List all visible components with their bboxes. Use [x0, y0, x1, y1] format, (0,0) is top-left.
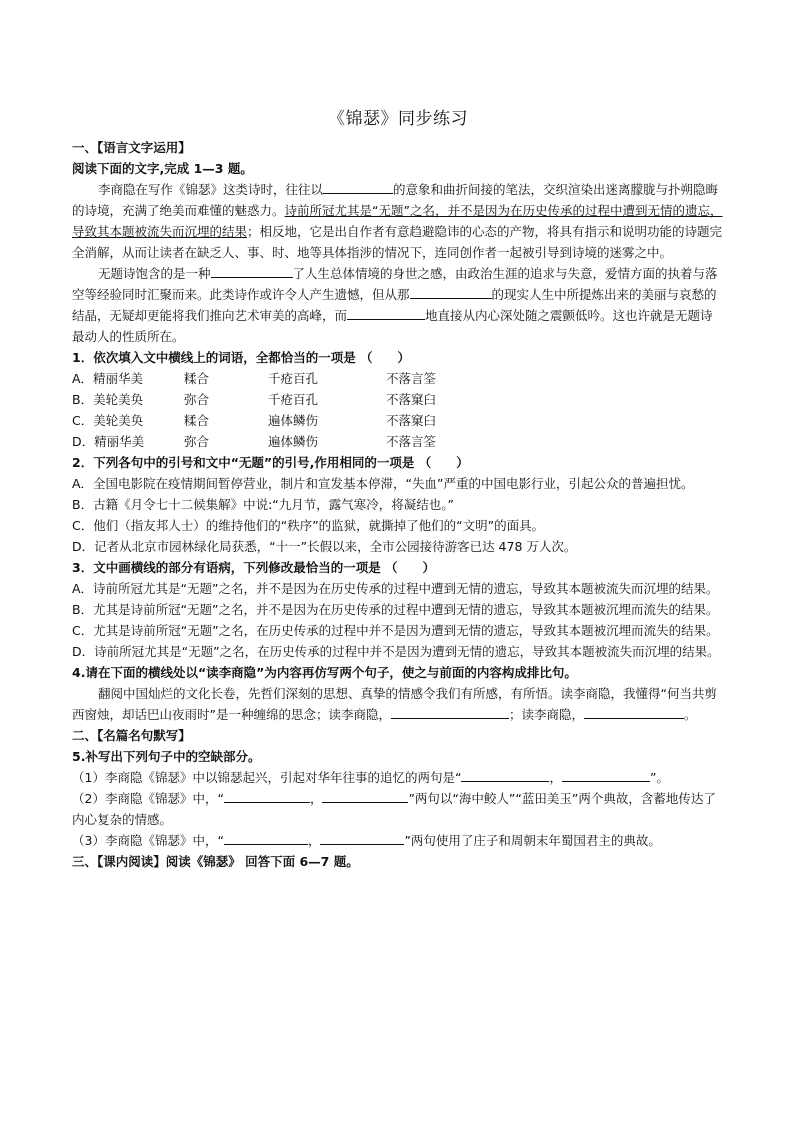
option-cell: 遍体鳞伤 — [268, 413, 319, 428]
option-cell: 弥合 — [184, 392, 210, 407]
answer-blank[interactable] — [584, 704, 684, 719]
question-3-stem: 3．文中画横线的部分有语病，下列修改最恰当的一项是 （ ） — [72, 560, 436, 575]
answer-blank[interactable] — [461, 767, 549, 782]
option-cell: 遍体鳞伤 — [268, 434, 319, 449]
option-cell: 千疮百孔 — [268, 371, 319, 386]
question-5-text: ”两句使用了庄子和周朝末年蜀国君主的典故。 — [404, 833, 661, 848]
option-cell: D．精丽华美 — [72, 434, 145, 449]
question-2-stem: 2．下列各句中的引号和文中“无题”的引号,作用相同的一项是 （ ） — [72, 455, 469, 470]
option-row[interactable] — [72, 410, 724, 431]
passage-text: 李商隐在写作《锦瑟》这类诗时，往往以 — [98, 182, 324, 197]
passage-text: 了人生总体情境的身世之感，由政治生涯的追求与失意，爱情方面的执着与落空等经验同时汇聚而来。此类诗作或许令人产生遗憾，但从那 — [72, 266, 718, 302]
option-cell: 不落窠臼 — [386, 413, 437, 428]
question-4-text: ；读李商隐， — [508, 707, 584, 722]
question-5-text: ， — [307, 833, 321, 848]
answer-blank — [410, 284, 492, 299]
question-4-body — [72, 683, 724, 725]
option-row[interactable] — [72, 431, 724, 452]
question-5-item-1 — [72, 767, 724, 788]
answer-blank — [347, 305, 425, 320]
passage-text: 的现实人生中所提炼出来的美丽与哀愁的结晶，无疑却更能将我们推向艺术审美的高峰，而 — [72, 287, 717, 323]
answer-blank[interactable] — [391, 704, 509, 719]
section3-heading: 三、【课内阅读】阅读《锦瑟》 回答下面 6—7 题。 — [72, 854, 359, 869]
question-5-text: ”两句以“海中鲛人”“蓝田美玉”两个典故，含蓄地传达了内心复杂的情感。 — [72, 791, 716, 827]
question-2-option-d[interactable]: D．记者从北京市园林绿化局获悉，“十一”长假以来，全市公园接待游客已达 478 万人次。 — [72, 539, 577, 554]
option-row[interactable] — [72, 389, 724, 410]
passage-paragraph-2 — [72, 263, 724, 347]
question-5-text: ， — [549, 770, 562, 785]
question-3-option-c[interactable]: C．尤其是诗前所冠“无题”之名，在历史传承的过程中并不是因为遭到无情的遗忘，导致其本题被沉埋而流失的结果。 — [72, 623, 719, 638]
option-cell: 糅合 — [184, 413, 210, 428]
question-3-option-a[interactable]: A．诗前所冠尤其是“无题”之名，并不是因为在历史传承的过程中遭到无情的遗忘，导致其本题被流失而沉埋的结果。 — [72, 581, 719, 596]
section2-heading: 二、【名篇名句默写】 — [72, 728, 191, 743]
question-5-text: ， — [309, 791, 323, 806]
question-3-option-b[interactable]: B．尤其是诗前所冠“无题”之名，并不是因为在历史传承的过程中遭到无情的遗忘，导致其本题被沉埋而流失的结果。 — [72, 602, 719, 617]
question-4-text: 。 — [684, 707, 697, 722]
option-cell: 不落言筌 — [386, 434, 437, 449]
question-3-option-d[interactable]: D．诗前所冠尤其是“无题”之名，在历史传承的过程中并不是因为遭到无情的遗忘，导致其本题被流失而沉埋的结果。 — [72, 644, 720, 659]
page-title: 《锦瑟》同步练习 — [328, 109, 468, 129]
question-4-text: 翻阅中国灿烂的文化长卷，先哲们深刻的思想、真挚的情感令我们有所感，有所悟。读李商隐，我懂得“何当共剪西窗烛，却话巴山夜雨时”是一种缠绵的思念；读李商隐， — [72, 686, 717, 722]
passage-text: 的意象和曲折间接的笔法，交织渲染出迷离朦胧与扑朔隐晦的诗境，充满了绝美而难懂的魅惑力。 — [72, 182, 719, 218]
question-5-text: （2）李商隐《锦瑟》中，“ — [72, 791, 224, 806]
underlined-sentence: 诗前所冠尤其是“无题”之名，并不是因为在历史传承的过程中遭到无情的遗忘，导致其本题被流失而沉埋的结果 — [72, 203, 723, 239]
option-cell: C．美轮美奂 — [72, 413, 144, 428]
answer-blank — [323, 179, 393, 194]
answer-blank[interactable] — [224, 788, 310, 803]
question-5-stem: 5.补写出下列句子中的空缺部分。 — [72, 749, 261, 764]
question-5-item-3 — [72, 830, 724, 851]
passage-text: 地直接从内心深处随之震颤低吟。这也许就是无题诗最动人的性质所在。 — [72, 308, 713, 344]
passage-text: ；相反地，它是出自作者有意趋避隐讳的心态的产物，将具有指示和说明功能的诗题完全消解，从而让读者在缺乏人、事、时、地等具体指涉的情况下，连同创作者一起被引导到诗境的迷雾之中。 — [72, 224, 723, 260]
answer-blank[interactable] — [562, 767, 650, 782]
section1-intro: 阅读下面的文字,完成 1—3 题。 — [72, 161, 253, 176]
question-2-option-c[interactable]: C．他们（指友邦人士）的维持他们的“秩序”的监狱，就撕掉了他们的“文明”的面具。 — [72, 518, 545, 533]
question-2-option-b[interactable]: B．古籍《月令七十二候集解》中说:“九月节，露气寒冷，将凝结也。” — [72, 497, 454, 512]
question-5-text: （1）李商隐《锦瑟》中以锦瑟起兴，引起对华年往事的追忆的两句是“ — [72, 770, 462, 785]
passage-paragraph-1 — [72, 179, 724, 263]
passage-text: 无题诗饱含的是一种 — [98, 266, 211, 281]
option-row[interactable] — [72, 368, 724, 389]
option-cell: 不落窠臼 — [386, 392, 437, 407]
question-1-stem: 1．依次填入文中横线上的词语，全都恰当的一项是 （ ） — [72, 350, 411, 365]
option-cell: 千疮百孔 — [268, 392, 319, 407]
answer-blank[interactable] — [320, 830, 404, 845]
answer-blank[interactable] — [224, 830, 308, 845]
option-cell: 糅合 — [184, 371, 210, 386]
section1-heading: 一、【语言文字运用】 — [72, 140, 191, 155]
question-5-text: ”。 — [649, 770, 669, 785]
answer-blank — [211, 263, 293, 278]
answer-blank[interactable] — [322, 788, 408, 803]
question-5-item-2 — [72, 788, 724, 830]
worksheet-page — [72, 104, 724, 872]
option-cell: 弥合 — [184, 434, 210, 449]
question-2-option-a[interactable]: A．全国电影院在疫情期间暂停营业，制片和宣发基本停滞，“失血”严重的中国电影行业，引起公众的普遍担忧。 — [72, 476, 694, 491]
question-4-stem: 4.请在下面的横线处以“读李商隐”为内容再仿写两个句子，使之与前面的内容构成排比句。 — [72, 665, 577, 680]
question-5-text: （3）李商隐《锦瑟》中，“ — [72, 833, 224, 848]
question-1-options — [72, 368, 724, 452]
option-cell: A．精丽华美 — [72, 371, 144, 386]
option-cell: B．美轮美奂 — [72, 392, 144, 407]
option-cell: 不落言筌 — [386, 371, 437, 386]
